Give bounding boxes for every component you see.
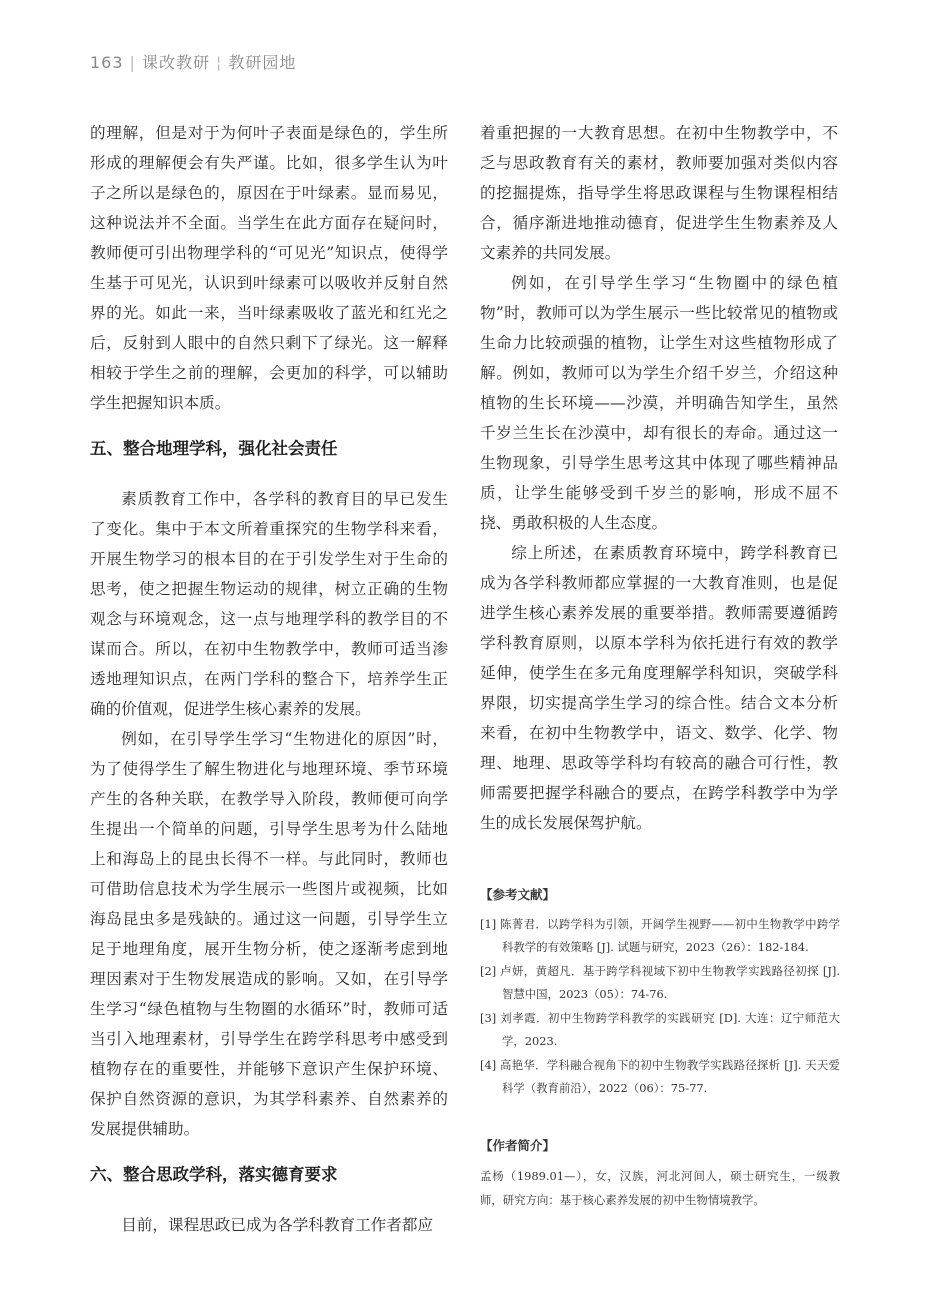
paragraph: 综上所述，在素质教育环境中，跨学科教育已成为各学科教师都应掌握的一大教育准则，也是促进学生核心素养发展的重要举措。教师需要遵循跨学科教育原则，以原本学科为依托进行有效的教学延伸，使学生在多元角度理解学科知识，突破学科界限，切实提高学生学习的综合性。结合文本分析来看，在初中生物教学中，语文、数学、化学、物理、地理、思政等学科均有较高的融合可行性，教师需要把握学科融合的要点，在跨学科教学中为学生的成长发展保驾护航。 [480,544,838,832]
header-divider: ¦ [215,53,223,72]
section-heading: 六、整合思政学科，落实德育要求 [90,1165,338,1184]
header-divider: | [129,53,136,72]
paragraph: 例如，在引导学生学习“生物圈中的绿色植物”时，教师可以为学生展示一些比较常见的植物或生命力比较顽强的植物，让学生对这些植物形成了解。例如，教师可以为学生介绍千岁兰，介绍这种植物的生长环境——沙漠，并明确告知学生，虽然千岁兰生长在沙漠中，却有很长的寿命。通过这一生物现象，引导学生思考这其中体现了哪些精神品质，让学生能够受到千岁兰的影响，形成不屈不挠、勇敢积极的人生态度。 [480,274,838,532]
reference-item: [2] 卢妍，黄超凡．基于跨学科视域下初中生物教学实践路径初探 [J]. 智慧中国，2023（05）：74-76. [480,963,840,1001]
section-heading: 五、整合地理学科，强化社会责任 [90,439,338,458]
paragraph: 例如，在引导学生学习“生物进化的原因”时，为了使得学生了解生物进化与地理环境、季节环境产生的各种关联，在教学导入阶段，教师便可向学生提出一个简单的问题，引导学生思考为什么陆地上和海岛上的昆虫长得不一样。与此同时，教师也可借助信息技术为学生展示一些图片或视频，比如海岛昆虫多是残缺的。通过这一问题，引导学生立足于地理角度，展开生物分析，使之逐渐考虑到地理因素对于生物发展造成的影响。又如，在引导学生学习“绿色植物与生物圈的水循环”时，教师可适当引入地理素材，引导学生在跨学科思考中感受到植物存在的重要性，并能够下意识产生保护环境、保护自然资源的意识，为其学科素养、自然素养的发展提供辅助。 [90,730,448,1138]
author-bio-text: 孟杨（1989.01—），女，汉族，河北河间人，硕士研究生，一级教师，研究方向：基于核心素养发展的初中生物情境教学。 [480,1169,840,1207]
references-title: 【参考文献】 [480,887,556,902]
header-section: 课改教研 [141,53,210,72]
right-column [480,118,838,838]
paragraph: 着重把握的一大教育思想。在初中生物教学中，不乏与思政教育有关的素材，教师要加强对类似内容的挖掘提炼，指导学生将思政课程与生物课程相结合，循序渐进地推动德育，促进学生生物素养及人文素养的共同发展。 [480,124,838,262]
paragraph: 目前，课程思政已成为各学科教育工作者都应 [121,1216,434,1234]
left-column [90,118,448,1240]
author-bio-section [480,1134,840,1212]
reference-item: [3] 刘孝霞．初中生物跨学科教学的实践研究 [D]. 大连：辽宁师范大学，2023. [480,1010,840,1048]
reference-item: [4] 高艳华．学科融合视角下的初中生物教学实践路径探析 [J]. 天天爱科学（教育前沿），2022（06）：75-77. [480,1057,840,1095]
paragraph: 的理解，但是对于为何叶子表面是绿色的，学生所形成的理解便会有失严谨。比如，很多学生认为叶子之所以是绿色的，原因在于叶绿素。显而易见，这种说法并不全面。当学生在此方面存在疑问时，教师便可引出物理学科的“可见光”知识点，使得学生基于可见光，认识到叶绿素可以吸收并反射自然界的光。如此一来，当叶绿素吸收了蓝光和红光之后，反射到人眼中的自然只剩下了绿光。这一解释相较于学生之前的理解，会更加的科学，可以辅助学生把握知识本质。 [90,124,448,412]
running-header [90,50,296,73]
reference-item: [1] 陈菁君．以跨学科为引领，开阔学生视野——初中生物教学中跨学科教学的有效策略 [J]. 试题与研究，2023（26）：182-184. [480,916,840,954]
page-number: 163 [90,53,124,72]
references-section [480,883,840,1101]
header-subsection: 教研园地 [228,53,297,72]
paragraph: 素质教育工作中，各学科的教育目的早已发生了变化。集中于本文所着重探究的生物学科来看，开展生物学习的根本目的在于引发学生对于生命的思考，使之把握生物运动的规律，树立正确的生物观念与环境观念，这一点与地理学科的教学目的不谋而合。所以，在初中生物教学中，教师可适当渗透地理知识点，在两门学科的整合下，培养学生正确的价值观，促进学生核心素养的发展。 [90,490,448,718]
author-bio-title: 【作者简介】 [480,1138,556,1153]
